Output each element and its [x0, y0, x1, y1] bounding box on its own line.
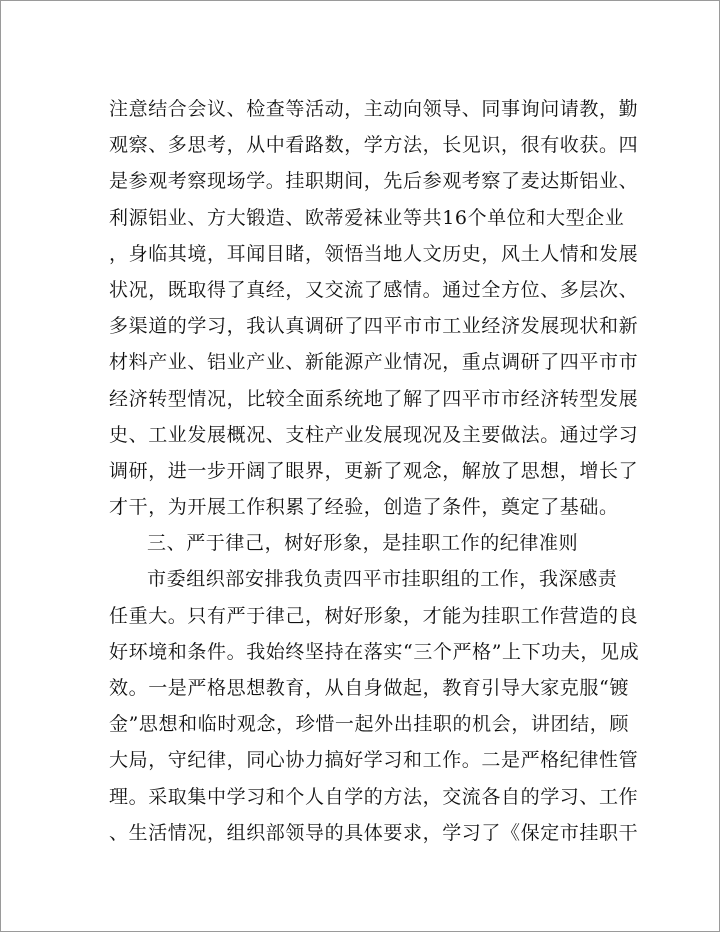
- paragraph-start: 市委组织部安排我负责四平市挂职组的工作，我深感责: [147, 568, 618, 591]
- text-line: 调研，进一步开阔了眼界，更新了观念，解放了思想，增长了: [109, 459, 639, 482]
- text-line: ，身临其境，耳闻目睹，领悟当地人文历史，风土人情和发展: [109, 242, 639, 265]
- text-line: 大局，守纪律，同心协力搞好学习和工作。二是严格纪律性管: [109, 749, 639, 772]
- text-line: 好环境和条件。我始终坚持在落实“三个严格”上下功夫，见成: [109, 640, 640, 663]
- section-heading: 三、严于律己，树好形象，是挂职工作的纪律准则: [147, 532, 579, 555]
- text-line: 金”思想和临时观念，珍惜一起外出挂职的机会，讲团结，顾: [109, 713, 629, 736]
- text-line: 是参观考察现场学。挂职期间，先后参观考察了麦达斯铝业、: [109, 170, 639, 193]
- text-line: 观察、多思考，从中看路数，学方法，长见识，很有收获。四: [109, 134, 639, 157]
- text-line: 状况，既取得了真经，又交流了感情。通过全方位、多层次、: [109, 278, 639, 301]
- text-line: 多渠道的学习，我认真调研了四平市市工业经济发展现状和新: [109, 315, 639, 338]
- text-line: 、生活情况，组织部领导的具体要求，学习了《保定市挂职干: [109, 821, 639, 844]
- text-line: 才干，为开展工作积累了经验，创造了条件，奠定了基础。: [109, 496, 619, 519]
- text-line: 任重大。只有严于律己，树好形象，才能为挂职工作营造的良: [109, 604, 639, 627]
- text-line: 经济转型情况，比较全面系统地了解了四平市市经济转型发展: [109, 387, 639, 410]
- body-text: [109, 91, 640, 851]
- text-line: 效。一是严格思想教育，从自身做起，教育引导大家克服“镀: [109, 677, 629, 699]
- text-line: 材料产业、铝业产业、新能源产业情况，重点调研了四平市市: [109, 351, 639, 374]
- text-line: 理。采取集中学习和个人自学的方法，交流各自的学习、工作: [109, 785, 639, 808]
- text-line: 利源铝业、方大锻造、欧蒂爱袜业等共16个单位和大型企业: [109, 206, 625, 229]
- text-line: 注意结合会议、检查等活动，主动向领导、同事询问请教，勤: [109, 98, 639, 120]
- text-line: 史、工业发展概况、支柱产业发展现况及主要做法。通过学习: [109, 423, 639, 446]
